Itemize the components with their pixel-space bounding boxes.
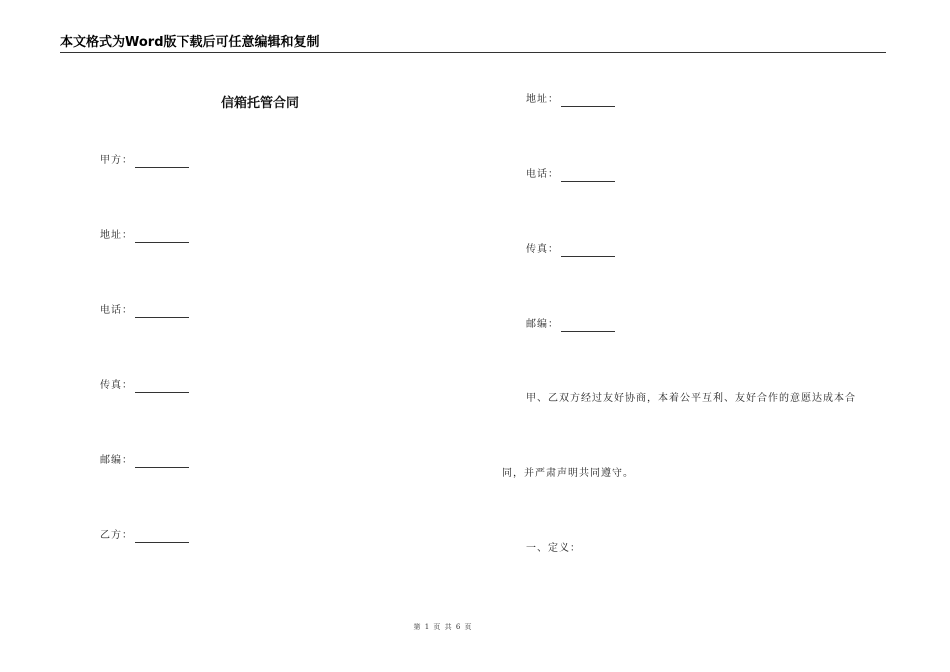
agreement-paragraph-line-2: 同，并严肃声明共同遵守。 xyxy=(502,468,634,479)
fill-in-blank xyxy=(135,531,189,543)
field-label: 电话： xyxy=(100,305,133,316)
field-label: 邮编： xyxy=(526,319,559,330)
fill-in-blank xyxy=(135,381,189,393)
fill-in-blank xyxy=(561,245,615,257)
agreement-paragraph-line-1: 甲、乙双方经过友好协商，本着公平互利、友好合作的意愿达成本合 xyxy=(526,393,856,404)
field-fax-b xyxy=(526,243,615,257)
field-postcode-a xyxy=(100,454,189,468)
field-label: 地址： xyxy=(100,230,133,241)
fill-in-blank xyxy=(561,320,615,332)
field-phone-a xyxy=(100,304,189,318)
header-text: 本文格式为Word版下载后可任意编辑和复制 xyxy=(60,35,320,50)
fill-in-blank xyxy=(561,170,615,182)
page-footer xyxy=(0,622,886,632)
field-label: 传真： xyxy=(526,244,559,255)
field-fax-a xyxy=(100,379,189,393)
field-phone-b xyxy=(526,168,615,182)
section-heading-definitions: 一、定义： xyxy=(526,543,581,554)
field-label: 乙方： xyxy=(100,530,133,541)
field-address-a xyxy=(100,229,189,243)
fill-in-blank xyxy=(135,231,189,243)
document-title: 信箱托管合同 xyxy=(220,96,299,111)
field-label: 传真： xyxy=(100,380,133,391)
page-header xyxy=(60,34,886,53)
fill-in-blank xyxy=(135,456,189,468)
field-label: 甲方： xyxy=(100,155,133,166)
field-label: 地址： xyxy=(526,94,559,105)
field-party-b xyxy=(100,529,189,543)
field-label: 邮编： xyxy=(100,455,133,466)
fill-in-blank xyxy=(135,306,189,318)
field-address-b xyxy=(526,93,615,107)
page-indicator: 第 1 页 共 6 页 xyxy=(413,623,473,631)
field-party-a xyxy=(100,154,189,168)
field-postcode-b xyxy=(526,318,615,332)
fill-in-blank xyxy=(561,95,615,107)
fill-in-blank xyxy=(135,156,189,168)
field-label: 电话： xyxy=(526,169,559,180)
